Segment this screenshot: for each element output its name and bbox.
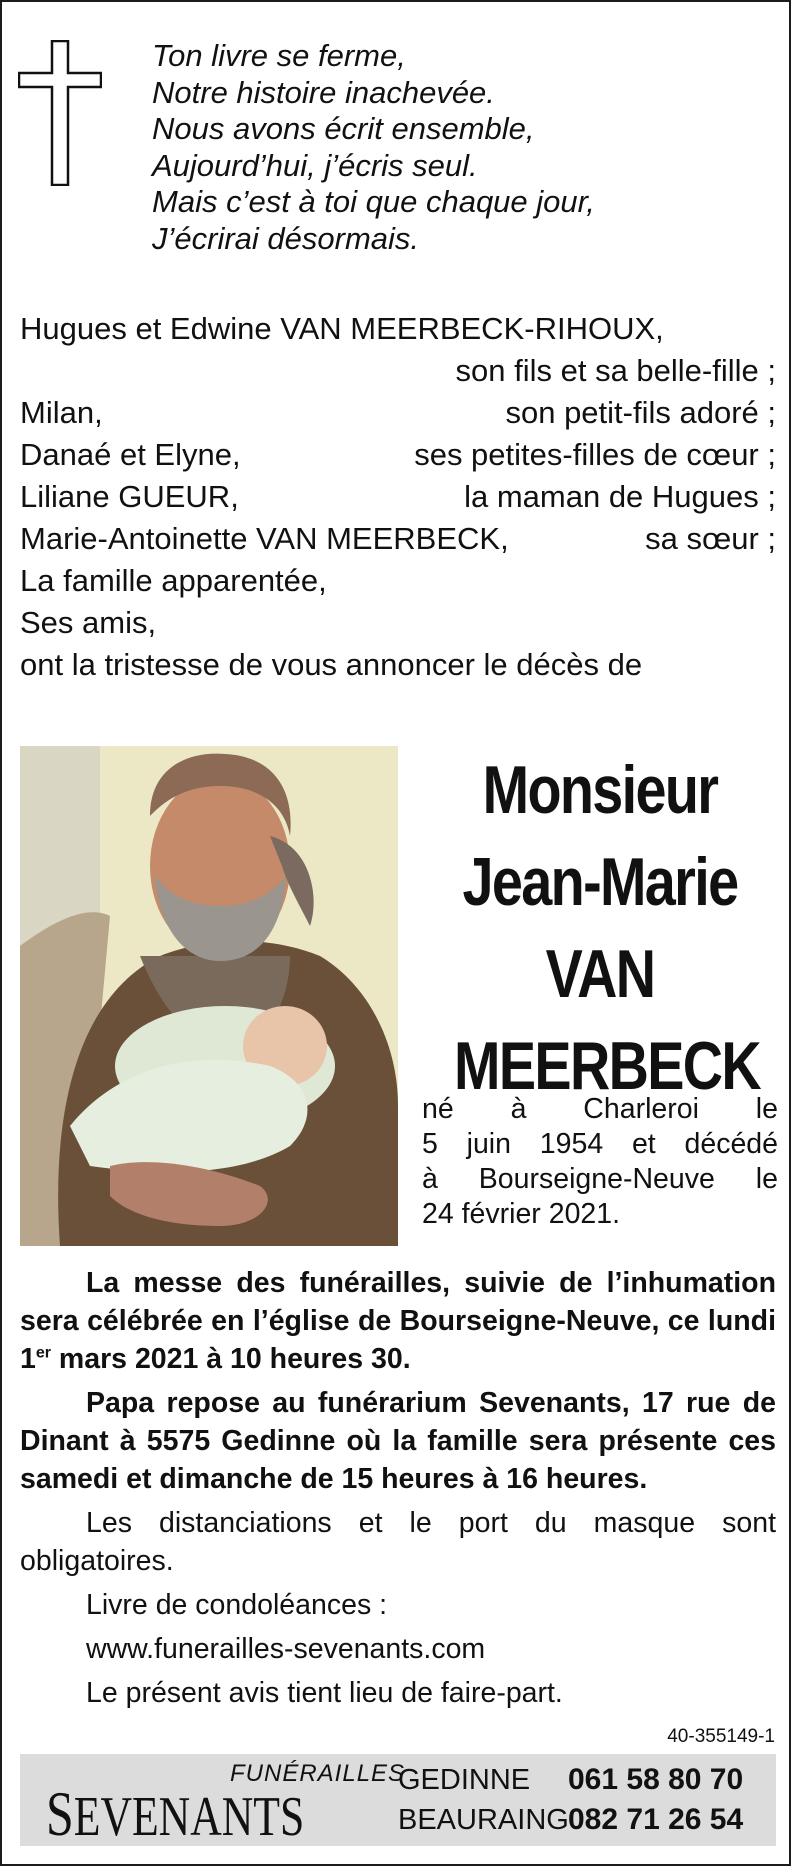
family-name: Danaé et Elyne,	[20, 437, 241, 472]
mass-time: mars 2021 à 10 heures 30.	[50, 1343, 411, 1375]
sevenants-logo	[46, 1778, 305, 1849]
family-line: La famille apparentée,	[20, 563, 327, 598]
distancing-paragraph: Les distanciations et le port du masque sont obligatoires.	[20, 1507, 776, 1577]
family-line: Ses amis,	[20, 605, 157, 640]
family-name: Liliane GUEUR,	[20, 479, 239, 514]
faire-part-note: Le présent avis tient lieu de faire-part.	[86, 1677, 563, 1709]
family-row	[20, 476, 776, 518]
portrait-photo	[20, 746, 398, 1246]
condolences-website[interactable]: www.funerailles-sevenants.com	[86, 1633, 486, 1665]
logo-initial: S	[46, 1778, 74, 1849]
cross-icon	[18, 40, 102, 186]
logo-rest: EVENANTS	[73, 1786, 305, 1848]
family-name: Hugues et Edwine VAN MEERBECK-RIHOUX,	[20, 311, 664, 346]
poem	[152, 38, 595, 257]
mass-text: La messe des funérailles, suivie de l’inhumation sera célébrée en l’église de Bourseigne-Neuve, ce lundi 1	[20, 1267, 776, 1375]
birth-death-dates	[422, 1092, 778, 1232]
family-relation: son petit-fils adoré ;	[505, 395, 776, 430]
name-line: MEERBECK	[454, 1028, 761, 1104]
funeral-notice	[20, 1264, 776, 1718]
phone-gedinne[interactable]: 061 58 80 70	[568, 1763, 744, 1796]
funerailles-label: FUNÉRAILLES	[230, 1760, 406, 1787]
family-list	[20, 308, 776, 686]
poem-line: Notre histoire inachevée.	[152, 74, 495, 110]
condolences-label: Livre de condoléances :	[86, 1589, 388, 1621]
announcement-line: ont la tristesse de vous annoncer le décès de	[20, 647, 643, 682]
funeral-home-banner	[20, 1754, 776, 1849]
name-line: Monsieur	[482, 752, 718, 828]
family-row	[20, 518, 776, 560]
family-row	[20, 308, 776, 350]
dates-line: né à Charleroi le	[422, 1093, 778, 1125]
dates-line: 5 juin 1954 et décédé	[422, 1128, 778, 1160]
name-line: Jean-Marie	[462, 844, 738, 920]
family-relation: sa sœur ;	[645, 521, 776, 556]
city-beauraing: BEAURAING	[398, 1804, 569, 1836]
family-name: Marie-Antoinette VAN MEERBECK,	[20, 521, 509, 556]
rest-paragraph: Papa repose au funérarium Sevenants, 17 rue de Dinant à 5575 Gedinne où la famille sera présente ces samedi et dimanche de 15 heures à 16 heures.	[20, 1387, 776, 1495]
family-relation: ses petites-filles de cœur ;	[414, 437, 776, 472]
family-name: Milan,	[20, 395, 103, 430]
family-relation: la maman de Hugues ;	[464, 479, 776, 514]
dates-line: à Bourseigne-Neuve le	[422, 1163, 778, 1195]
poem-line: Ton livre se ferme,	[152, 38, 406, 73]
poem-line: Aujourd’hui, j’écris seul.	[152, 147, 478, 183]
city-gedinne: GEDINNE	[398, 1764, 531, 1796]
family-row	[20, 392, 776, 434]
reference-number: 40-355149-1	[667, 1726, 775, 1747]
mass-paragraph	[20, 1264, 776, 1378]
name-line: VAN	[545, 936, 655, 1012]
family-row	[20, 350, 776, 392]
family-row	[20, 434, 776, 476]
dates-line: 24 février 2021.	[422, 1198, 621, 1230]
family-relation: son fils et sa belle-fille ;	[455, 353, 776, 388]
phone-beauraing[interactable]: 082 71 26 54	[568, 1803, 744, 1836]
poem-line: Mais c’est à toi que chaque jour,	[152, 184, 595, 219]
poem-line: Nous avons écrit ensemble,	[152, 111, 535, 146]
poem-line: J’écrirai désormais.	[152, 220, 420, 256]
ordinal-suffix: er	[35, 1344, 51, 1362]
